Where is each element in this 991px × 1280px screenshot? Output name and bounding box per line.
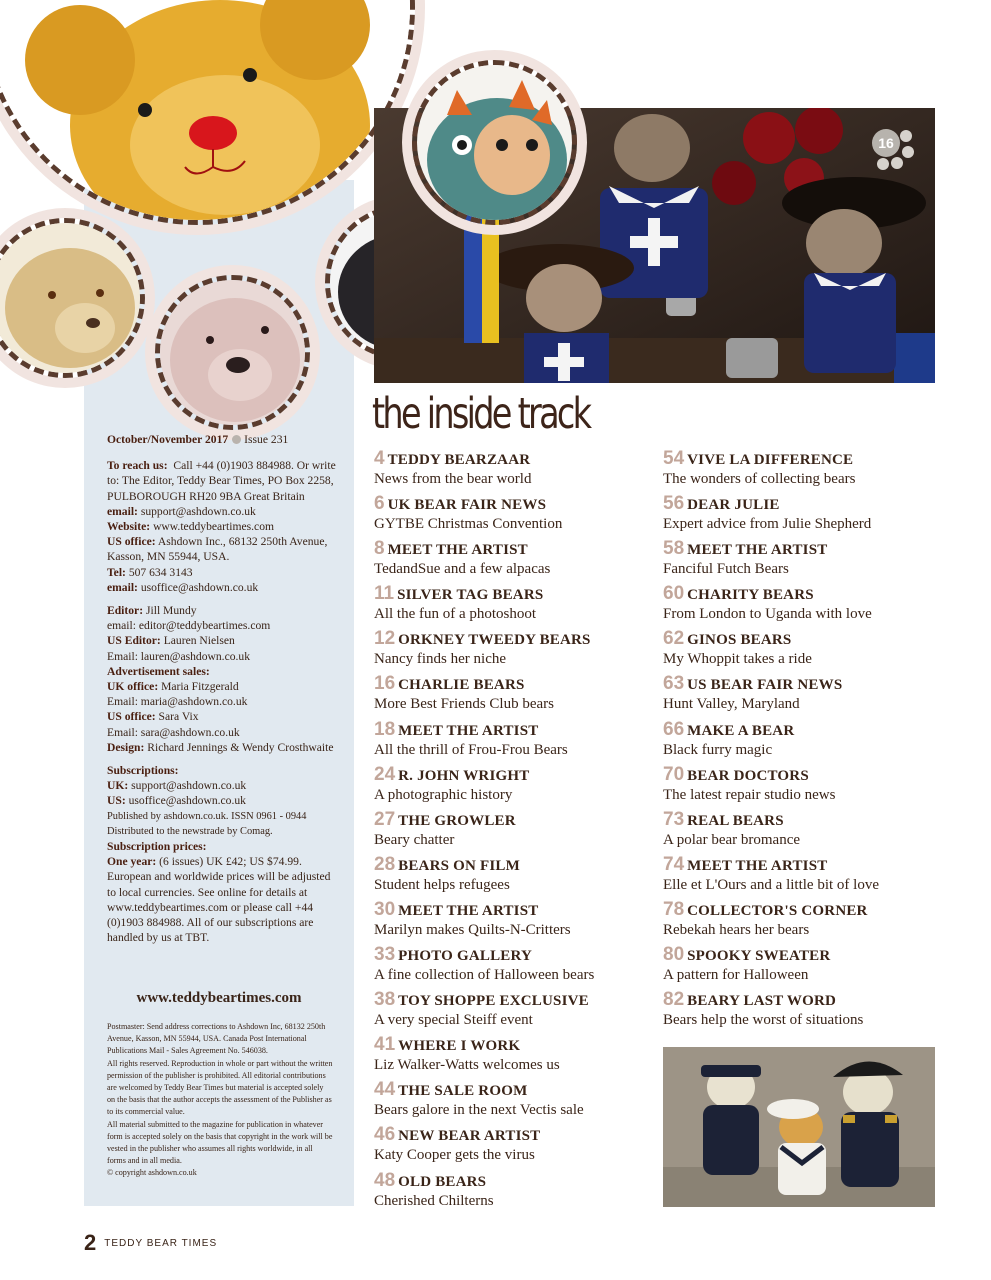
entry-title: DEAR JULIE (687, 497, 780, 514)
contents-entry[interactable] (374, 584, 664, 629)
entry-page-number: 78 (663, 898, 685, 920)
page-number: 2 (84, 1230, 97, 1255)
entry-page-number: 73 (663, 808, 685, 830)
entry-heading (374, 1171, 664, 1192)
copyright-note: © copyright ashdown.co.uk (107, 1168, 197, 1178)
entry-description: All the thrill of Frou-Frou Bears (374, 741, 568, 758)
magazine-name: TEDDY BEAR TIMES (104, 1238, 218, 1249)
us-editor-line: US Editor: Lauren Nielsen (107, 634, 235, 648)
uk-office-email[interactable]: Email: maria@ashdown.co.uk (107, 695, 248, 709)
entry-title: GINOS BEARS (687, 632, 792, 649)
editor-email[interactable]: email: editor@teddybeartimes.com (107, 619, 271, 633)
entry-title: SILVER TAG BEARS (397, 587, 544, 604)
entry-heading (374, 629, 664, 650)
entry-heading (374, 765, 664, 786)
masthead-info (107, 432, 339, 946)
contents-entry[interactable] (663, 584, 953, 629)
website-footer-link[interactable]: www.teddybeartimes.com (136, 990, 302, 1006)
entry-title: TOY SHOPPE EXCLUSIVE (398, 993, 589, 1010)
website-link[interactable]: www.teddybeartimes.com (153, 520, 275, 534)
contents-entry[interactable] (663, 990, 953, 1035)
entry-page-number: 27 (374, 808, 396, 830)
entry-page-number: 70 (663, 763, 685, 785)
contents-entry[interactable] (374, 810, 664, 855)
contents-entry[interactable] (374, 765, 664, 810)
entry-page-number: 80 (663, 944, 685, 966)
page-footer (84, 1230, 217, 1256)
entry-description: Hunt Valley, Maryland (663, 696, 800, 713)
entry-description: Bears help the worst of situations (663, 1012, 864, 1029)
entry-page-number: 60 (663, 583, 685, 605)
subs-us-line: US: usoffice@ashdown.co.uk (107, 794, 246, 808)
entry-page-number: 82 (663, 989, 685, 1011)
entry-heading (374, 539, 664, 560)
issue-line (107, 432, 339, 447)
prices-heading: Subscription prices: (107, 840, 207, 854)
reach-us-text: Call +44 (0)1903 884988. Or write to: The Editor, Teddy Bear Times, PO Box 2258, PULBOROUGH RH20 9BA Great Britain (107, 459, 336, 503)
entry-page-number: 46 (374, 1124, 396, 1146)
entry-page-number: 16 (374, 673, 396, 695)
entry-title: CHARLIE BEARS (398, 677, 525, 694)
us-editor-email[interactable]: Email: lauren@ashdown.co.uk (107, 649, 251, 663)
entry-page-number: 33 (374, 944, 396, 966)
contents-entry[interactable] (663, 720, 953, 765)
entry-heading (663, 990, 953, 1011)
entry-description: A photographic history (374, 786, 513, 803)
entry-title: OLD BEARS (398, 1173, 487, 1190)
contents-entry[interactable] (374, 1035, 664, 1080)
entry-title: MEET THE ARTIST (398, 902, 539, 919)
entry-page-number: 18 (374, 718, 396, 740)
entry-heading (663, 855, 953, 876)
contents-entry[interactable] (374, 1171, 664, 1216)
editor-line: Editor: Jill Mundy (107, 604, 197, 618)
us-sales-line: US office: Sara Vix (107, 710, 199, 724)
entry-title: MEET THE ARTIST (398, 722, 539, 739)
contact-email[interactable]: support@ashdown.co.uk (140, 504, 256, 518)
entry-heading (374, 900, 664, 921)
entry-page-number: 41 (374, 1034, 396, 1056)
sailor-bears-photo (663, 1047, 935, 1207)
entry-page-number: 38 (374, 989, 396, 1011)
entry-description: Liz Walker-Watts welcomes us (374, 1057, 560, 1074)
contents-entry[interactable] (663, 494, 953, 539)
postmaster-note: Postmaster: Send address corrections to Ashdown Inc, 68132 250th Avenue, Kasson, MN 55944, USA. Canada Post International Publications Mail - Sales Agreement No. 546038. (107, 1022, 326, 1056)
contact-email-line: email: support@ashdown.co.uk (107, 504, 256, 518)
entry-title: MEET THE ARTIST (687, 857, 828, 874)
published-line: Published by ashdown.co.uk. ISSN 0961 - 0944 (107, 810, 307, 822)
entry-title: UK BEAR FAIR NEWS (387, 497, 547, 514)
contents-entry[interactable] (663, 765, 953, 810)
entry-page-number: 11 (374, 583, 395, 605)
entry-description: From London to Uganda with love (663, 606, 872, 623)
dragon-bear-photo (412, 60, 577, 225)
contents-entry[interactable] (374, 494, 664, 539)
website-line: Website: www.teddybeartimes.com (107, 520, 275, 534)
pink-bear-photo (155, 275, 310, 430)
contents-entry[interactable] (663, 539, 953, 584)
contents-right-column (663, 449, 953, 1035)
entry-description: Elle et L'Ours and a little bit of love (663, 876, 879, 893)
entry-heading (663, 494, 953, 515)
entry-title: R. JOHN WRIGHT (398, 767, 530, 784)
contents-entry[interactable] (663, 810, 953, 855)
entry-description: Black furry magic (663, 741, 773, 758)
entry-title: BEARY LAST WORD (687, 993, 837, 1010)
contents-left-column (374, 449, 664, 1216)
us-office-line: US office: Ashdown Inc., 68132 250th Avenue, Kasson, MN 55944, USA. (107, 535, 328, 564)
contents-entry[interactable] (663, 629, 953, 674)
entry-title: ORKNEY TWEEDY BEARS (398, 632, 591, 649)
entry-heading (663, 449, 953, 470)
entry-title: CHARITY BEARS (687, 587, 814, 604)
contents-entry[interactable] (374, 990, 664, 1035)
entry-page-number: 4 (374, 448, 385, 469)
entry-heading (374, 990, 664, 1011)
contents-entry[interactable] (663, 855, 953, 900)
entry-description: A pattern for Halloween (663, 967, 809, 984)
entry-page-number: 63 (663, 673, 685, 695)
entry-description: The wonders of collecting bears (663, 471, 856, 487)
contents-entry[interactable] (663, 900, 953, 945)
entry-heading (663, 810, 953, 831)
contents-entry[interactable] (374, 1080, 664, 1125)
section-title: the inside track (372, 389, 590, 439)
entry-title: TEDDY BEARZAAR (387, 452, 531, 468)
entry-heading (663, 584, 953, 605)
entry-title: SPOOKY SWEATER (687, 948, 831, 965)
entry-description: All the fun of a photoshoot (374, 606, 537, 623)
entry-page-number: 44 (374, 1079, 396, 1101)
entry-heading (663, 539, 953, 560)
reach-us: To reach us: Call +44 (0)1903 884988. Or write to: The Editor, Teddy Bear Times, PO Box 2258, PULBOROUGH RH20 9BA Great Britain (107, 459, 336, 503)
entry-page-number: 74 (663, 853, 685, 875)
entry-heading (374, 494, 664, 515)
entry-description: Fanciful Futch Bears (663, 561, 789, 578)
entry-page-number: 28 (374, 853, 396, 875)
contents-entry[interactable] (374, 945, 664, 990)
entry-description: Nancy finds her niche (374, 651, 507, 668)
entry-description: My Whoppit takes a ride (663, 651, 812, 668)
contents-entry[interactable] (663, 674, 953, 719)
rights-note: All rights reserved. Reproduction in whole or part without the written permission of the publisher is prohibited. All editorial contributions are welcomed by Teddy Bear Times but material is accepted solely on the basis that the author accepts the assessment of the Publisher as to its commercial value. (107, 1058, 333, 1117)
design-line: Design: Richard Jennings & Wendy Crosthwaite (107, 740, 334, 754)
entry-title: MEET THE ARTIST (387, 542, 528, 559)
entry-description: Beary chatter (374, 831, 455, 848)
contents-entry[interactable] (374, 674, 664, 719)
entry-heading (374, 449, 664, 470)
photo-page-badge: 16 (878, 135, 894, 151)
entry-description: The latest repair studio news (663, 786, 836, 803)
contents-entry[interactable] (374, 720, 664, 765)
entry-page-number: 30 (374, 898, 396, 920)
entry-heading (663, 629, 953, 650)
entry-page-number: 12 (374, 628, 396, 650)
entry-page-number: 24 (374, 763, 396, 785)
contents-entry[interactable] (374, 449, 664, 494)
bullet-icon (232, 435, 241, 444)
entry-heading (374, 1080, 664, 1101)
entry-title: REAL BEARS (687, 812, 784, 829)
entry-description: Rebekah hears her bears (663, 921, 810, 938)
tel-number: 507 634 3143 (128, 565, 193, 579)
entry-heading (374, 720, 664, 741)
contents-entry[interactable] (374, 629, 664, 674)
us-sales-email[interactable]: Email: sara@ashdown.co.uk (107, 725, 240, 739)
contents-entry[interactable] (663, 945, 953, 990)
entry-page-number: 8 (374, 538, 385, 560)
us-office-address: Ashdown Inc., 68132 250th Avenue, Kasson, MN 55944, USA. (107, 535, 328, 564)
entry-description: GYTBE Christmas Convention (374, 516, 563, 533)
entry-title: THE GROWLER (398, 812, 516, 829)
issue-number: Issue 231 (244, 433, 289, 446)
entry-heading (663, 674, 953, 695)
entry-heading (374, 855, 664, 876)
contents-entry[interactable] (374, 1125, 664, 1170)
entry-heading (663, 900, 953, 921)
entry-description: More Best Friends Club bears (374, 696, 554, 713)
entry-page-number: 56 (663, 493, 685, 515)
entry-page-number: 58 (663, 538, 685, 560)
tel-line: Tel: 507 634 3143 (107, 565, 193, 579)
entry-description: Expert advice from Julie Shepherd (663, 516, 872, 533)
entry-page-number: 6 (374, 493, 385, 515)
us-email[interactable]: usoffice@ashdown.co.uk (140, 580, 259, 594)
entry-title: THE SALE ROOM (398, 1083, 528, 1100)
subscriptions-heading: Subscriptions: (107, 764, 179, 778)
entry-description: A fine collection of Halloween bears (374, 967, 595, 984)
entry-description: Marilyn makes Quilts-N-Critters (374, 921, 571, 938)
entry-page-number: 48 (374, 1169, 396, 1191)
entry-title: MAKE A BEAR (687, 722, 795, 739)
entry-description: News from the bear world (374, 471, 532, 487)
uk-office-line: UK office: Maria Fitzgerald (107, 680, 239, 694)
entry-title: NEW BEAR ARTIST (398, 1128, 541, 1145)
entry-description: Katy Cooper gets the virus (374, 1147, 535, 1164)
entry-heading (663, 765, 953, 786)
entry-heading (374, 1035, 664, 1056)
entry-title: COLLECTOR'S CORNER (687, 902, 868, 919)
ad-sales-heading: Advertisement sales: (107, 664, 210, 678)
contents-entry[interactable] (374, 539, 664, 584)
entry-title: BEAR DOCTORS (687, 767, 809, 784)
issue-date: October/November 2017 (107, 433, 229, 446)
entry-heading (374, 584, 664, 605)
entry-title: PHOTO GALLERY (398, 948, 533, 965)
entry-description: A very special Steiff event (374, 1012, 533, 1029)
entry-description: Bears galore in the next Vectis sale (374, 1102, 584, 1119)
entry-title: US BEAR FAIR NEWS (687, 677, 843, 694)
entry-title: WHERE I WORK (398, 1038, 521, 1055)
submission-note: All material submitted to the magazine for publication in whatever form is accepted solely on the basis that copyright in the work will be vested in the publisher who assumes all rights worldwide, in all forms and in all media. (107, 1119, 333, 1166)
distributed-line: Distributed to the newstrade by Comag. (107, 825, 273, 837)
entry-page-number: 66 (663, 718, 685, 740)
entry-title: MEET THE ARTIST (687, 542, 828, 559)
one-year-line: One year: (6 issues) UK £42; US $74.99. European and worldwide prices will be adjusted to local currencies. See online for details at www.teddybeartimes.com or please call +44 (0)1903 884988. All of our subscriptions are handled by us at TBT. (107, 855, 331, 945)
entry-title: VIVE LA DIFFERENCE (687, 452, 854, 468)
entry-heading (663, 945, 953, 966)
contents-entry[interactable] (663, 449, 953, 494)
entry-heading (663, 720, 953, 741)
subs-uk-line: UK: support@ashdown.co.uk (107, 779, 247, 793)
legal-fine-print (107, 1021, 333, 1180)
entry-description: TedandSue and a few alpacas (374, 561, 551, 578)
contents-entry[interactable] (374, 855, 664, 900)
entry-heading (374, 810, 664, 831)
entry-description: A polar bear bromance (663, 831, 801, 848)
entry-heading (374, 1125, 664, 1146)
us-email-line: email: usoffice@ashdown.co.uk (107, 580, 259, 594)
entry-heading (374, 945, 664, 966)
entry-description: Student helps refugees (374, 876, 510, 893)
entry-page-number: 54 (663, 448, 685, 469)
entry-title: BEARS ON FILM (398, 857, 520, 874)
entry-page-number: 62 (663, 628, 685, 650)
entry-description: Cherished Chilterns (374, 1192, 494, 1209)
entry-heading (374, 674, 664, 695)
contents-entry[interactable] (374, 900, 664, 945)
